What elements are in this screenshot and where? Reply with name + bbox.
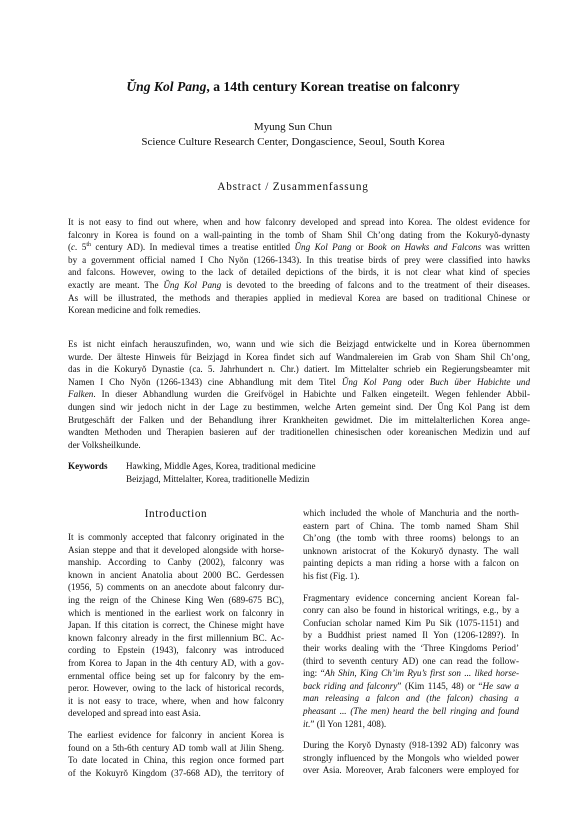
superscript-text: th <box>86 242 92 249</box>
text-line: wandten Methoden und Therapien basieren auf der traditionellen chinesischen oder koreanischen Medizin und auf <box>68 427 530 438</box>
keywords-english: Hawking, Middle Ages, Korea, traditional medicine <box>126 461 316 471</box>
text-line: (c. 5th century AD). In medieval times a treatise entitled Ŭng Kol Pang or Book on Hawks and Falcons was written <box>68 242 530 253</box>
text-line: from Korea to Japan in the 4th century AD, with a gov- <box>68 657 284 668</box>
abstract-german <box>68 338 530 451</box>
paragraph-gap <box>303 583 519 592</box>
text-line: exactly are meant. The Ŭng Kol Pang is devoted to the breeding of falcons and to the treatment of their diseases. <box>68 279 530 290</box>
text-line: known in ancient Anatolia about 2000 BC. Gerdessen <box>68 569 284 580</box>
text-line: known falconry already in the first millennium BC. Ac- <box>68 632 284 643</box>
text-line: found on a 5th-6th century AD tomb wall at Jilin Sheng. <box>68 742 284 753</box>
text-line: It is not easy to find out where, when and how falconry developed and spread into Korea. The oldest evidence for <box>68 217 530 227</box>
text-line: To date located in China, this region once formed part <box>68 755 284 766</box>
author-affiliation: Science Culture Research Center, Dongascience, Seoul, South Korea <box>141 136 445 148</box>
text-line: (1956, 5) comments on an anecdote about falconry dur- <box>68 582 284 593</box>
body-column-left <box>68 531 284 779</box>
text-line: over Asia. Moreover, Arab falconers were employed for <box>303 765 519 776</box>
text-line: by a government official named I Cho Nyŏn (1266-1343). In this treatise birds of prey were classified into hawks <box>68 254 530 265</box>
body-paragraph <box>303 507 519 583</box>
body-paragraph <box>303 592 519 731</box>
abstract-english <box>68 216 530 317</box>
text-line: Es ist nicht einfach herauszufinden, wo, wann und wie sich die Beizjagd entwickelte und in Korea übernommen <box>68 339 530 349</box>
italic-text: man releasing a falcon and (the falcon) chasing a <box>303 693 519 704</box>
text-line: and falcons. However, owing to the lack of detailed depictions of the birds, it is not clear what kind of species <box>68 267 530 278</box>
text-line: ernmental office being set up for falconry by the em- <box>68 670 284 681</box>
text-line: ing: “Ah Shin, King Ch’im Ryu’s first son ... liked horse- <box>303 668 519 679</box>
italic-text: back riding and falconry <box>303 680 398 691</box>
text-line: wurde. Der älteste Hinweis für Beizjagd in Korea findet sich auf Wandmalereien im Grab von Sham Shil Ch’ong, <box>68 351 530 362</box>
italic-text: pheasant ... (The men) heard the bell ringing and found <box>303 705 519 716</box>
text-line: strongly influenced by the Mongols who wielded power <box>303 752 519 763</box>
text-line: Korean medicine and folk remedies. <box>68 305 201 316</box>
italic-text: c. <box>71 242 78 253</box>
text-line: his fist (Fig. 1). <box>303 570 360 581</box>
text-line <box>303 692 519 705</box>
text-line: painting depicts a man riding a horse with a falcon on <box>303 558 519 569</box>
introduction-heading: Introduction <box>144 508 208 520</box>
text-line: der Volksheilkunde. <box>68 439 141 450</box>
italic-text: Ah Shin, King Ch’im Ryu’s first son ... liked horse- <box>324 668 519 679</box>
keywords-values <box>126 460 316 485</box>
text-line: As will be illustrated, the methods and therapies applied in medieval Korea are based on traditional Chinese or <box>68 292 530 303</box>
text-line: peror. However, owing to the lack of historical records, <box>68 683 284 694</box>
italic-text: Ŭng Kol Pang <box>294 242 352 253</box>
italic-text: Ŭng Kol Pang <box>163 279 222 290</box>
text-line <box>303 705 519 718</box>
body-paragraph <box>303 739 519 777</box>
text-line: Fragmentary evidence concerning ancient Korean fal- <box>303 592 519 603</box>
text-line: das in die Kokuryŏ Dynastie (ca. 5. Jahrhundert n. Chr.) datiert. Im Mittelalter schrieb ein Regierungsbeamter mit <box>68 364 530 375</box>
italic-text: Falken <box>68 389 94 400</box>
text-line: Namen I Cho Nyŏn (1266-1343) cine Abhandlung mit dem Titel Ŭng Kol Pang oder Buch über Habichte und <box>68 376 531 387</box>
keywords-german: Beizjagd, Mittelalter, Korea, traditionelle Medizin <box>126 473 310 484</box>
body-paragraph <box>68 531 284 720</box>
title-rest: , a 14th century Korean treatise on falconry <box>206 79 460 94</box>
text-line: cording to Epstein (1943), falconry was introduced <box>68 645 284 656</box>
text-line: Falken. In dieser Abhandlung wurden die Greifvögel in Habichte und Falken eingeteilt. Wegen fehlender Abbil- <box>68 389 530 400</box>
italic-text: it. <box>303 718 311 729</box>
author-name: Myung Sun Chun <box>253 121 333 133</box>
text-line: their works dealing with the ‘Three Kingdoms Period’ <box>303 642 519 653</box>
text-line: Ch’ong (the tomb with three rooms) belongs to an <box>303 533 519 544</box>
paragraph-gap <box>303 730 519 739</box>
text-line: ing the reign of the Chinese King Wen (689-675 BC), <box>68 594 284 605</box>
italic-text: He saw a <box>482 680 519 691</box>
body-paragraph <box>68 729 284 779</box>
text-line: conry can also be found in historical writings, e.g., by a <box>303 605 519 616</box>
text-line: It is commonly accepted that falconry originated in the <box>68 532 284 542</box>
text-line: it.” (Il Yon 1281, 408). <box>303 718 387 729</box>
text-line: it is not easy to trace, where, when and how falconry <box>68 695 284 706</box>
text-line: eastern part of China. The tomb named Sham Shil <box>303 520 519 531</box>
text-line: Asian steppe and that it developed alongside with horse- <box>68 544 284 555</box>
text-line: manship. According to Canby (2002), falconry was <box>68 557 284 568</box>
text-line: which included the whole of Manchuria and the north- <box>303 508 519 518</box>
text-line: Confucian scholar named Kim Pu Sik (1075-1151) and <box>303 617 519 628</box>
paragraph-gap <box>68 720 284 729</box>
abstract-heading: Abstract / Zusammenfassung <box>217 181 369 193</box>
text-line: dungen sind wir jedoch nicht in der Lage zu bestimmen, welche Arten gemeint sind. Der Ŭng Kol Pang ist dem <box>68 401 530 412</box>
text-line: (third to seventh century AD) one can read the follow- <box>303 655 519 666</box>
text-line: falconry in Korea is found on a wall-painting in the tomb of Sham Shil Ch’ong dating from the Kokuryŏ-dynasty <box>68 229 530 240</box>
title-italic: Ŭng Kol Pang <box>126 79 207 94</box>
italic-text: Ŭng Kol Pang <box>341 376 402 387</box>
text-line: developed and spread into east Asia. <box>68 708 201 719</box>
text-line: The earliest evidence for falconry in ancient Korea is <box>68 729 284 740</box>
paper-title <box>40 78 546 95</box>
text-line: by a Buddhist priest named Il Yon (1206-1289?). In <box>303 630 519 641</box>
keywords-label: Keywords <box>68 461 108 471</box>
text-line: back riding and falconry” (Kim 1145, 48) or “He saw a <box>303 680 519 691</box>
text-line: which is mentioned in the earliest work on falconry in <box>68 607 284 618</box>
text-line: Japan. If this citation is correct, the Chinese might have <box>68 620 284 631</box>
italic-text: Buch über Habichte und <box>429 376 531 387</box>
text-line: of the Kokuyrŏ Kingdom (37-668 AD), the territory of <box>68 767 284 778</box>
body-column-right <box>303 507 519 777</box>
italic-text: Book on Hawks and Falcons <box>367 242 482 253</box>
text-line: Brutgeschäft der Falken und der Behandlung ihrer Krankheiten gewidmet. Die im mittelalterlichen Korea ange- <box>68 414 530 425</box>
text-line: unknown aristocrat of the Kokuryŏ dynasty. The wall <box>303 545 519 556</box>
text-line: During the Koryŏ Dynasty (918-1392 AD) falconry was <box>303 740 519 751</box>
